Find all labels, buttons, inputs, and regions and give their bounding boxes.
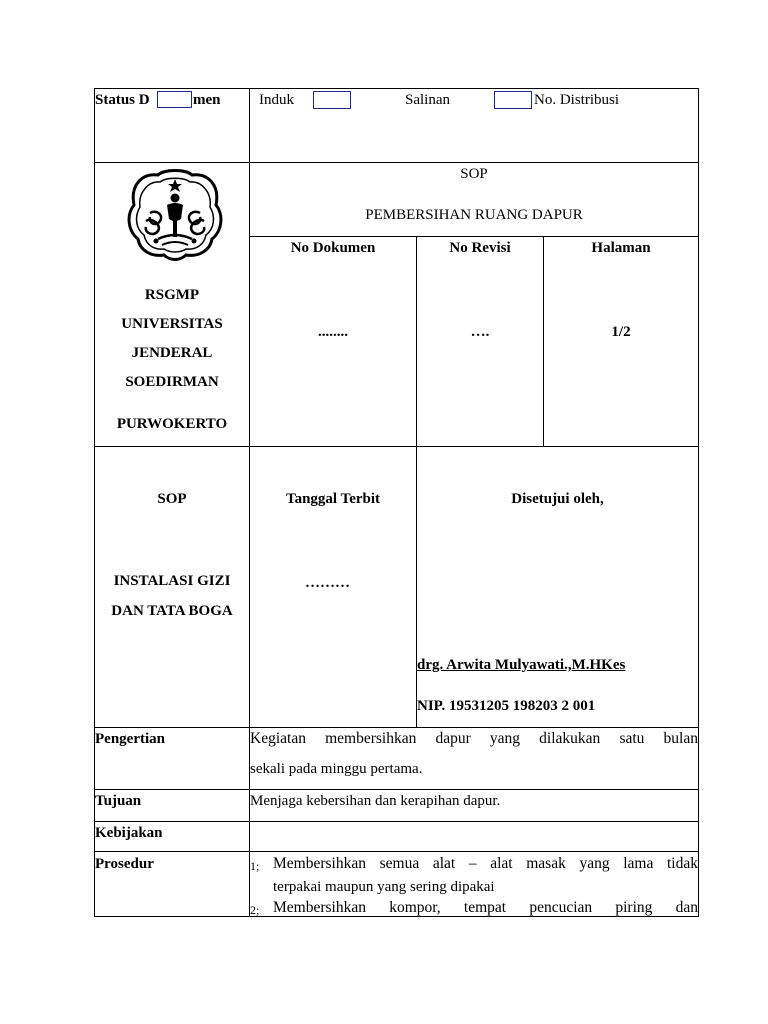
disetujui-oleh: Disetujui oleh, bbox=[511, 491, 604, 507]
halaman-value: 1/2 bbox=[611, 324, 631, 340]
org-line-4: SOEDIRMAN bbox=[125, 374, 219, 390]
university-logo-icon bbox=[120, 165, 230, 265]
salinan-label: Salinan bbox=[405, 92, 450, 108]
induk-checkbox[interactable] bbox=[313, 91, 351, 109]
prosedur-item-1-number: 1; bbox=[250, 859, 260, 873]
status-dokumen-label-end: men bbox=[193, 92, 221, 108]
kebijakan-label: Kebijakan bbox=[95, 825, 163, 841]
status-overlay-box bbox=[157, 91, 192, 108]
signer-nip: NIP. 19531205 198203 2 001 bbox=[417, 698, 596, 714]
prosedur-label: Prosedur bbox=[95, 856, 154, 872]
prosedur-item-1-line-1: Membersihkan semua alat – alat masak yang lama tidak bbox=[273, 855, 698, 872]
org-line-5: PURWOKERTO bbox=[116, 416, 228, 432]
tujuan-text: Menjaga kebersihan dan kerapihan dapur. bbox=[250, 793, 501, 809]
org-line-3: JENDERAL bbox=[131, 345, 213, 361]
halaman-label: Halaman bbox=[591, 240, 651, 256]
pengertian-line-1: Kegiatan membersihkan dapur yang dilakukan satu bulan bbox=[250, 730, 698, 747]
unit-line-2: DAN TATA BOGA bbox=[111, 603, 233, 619]
prosedur-item-1-line-2: terpakai maupun yang sering dipakai bbox=[273, 879, 495, 895]
org-line-1: RSGMP bbox=[144, 287, 200, 303]
tanggal-terbit-value: ……… bbox=[305, 575, 350, 591]
signer-name: drg. Arwita Mulyawati.,M.HKes bbox=[417, 657, 626, 673]
prosedur-item-2-number: 2; bbox=[250, 903, 260, 917]
approval-sop: SOP bbox=[157, 491, 187, 507]
no-dokumen-label: No Dokumen bbox=[290, 240, 376, 256]
pengertian-line-2: sekali pada minggu pertama. bbox=[250, 761, 423, 777]
org-line-2: UNIVERSITAS bbox=[121, 316, 223, 332]
tujuan-label: Tujuan bbox=[95, 793, 142, 809]
tanggal-terbit-label: Tanggal Terbit bbox=[285, 491, 381, 507]
pengertian-label: Pengertian bbox=[95, 731, 165, 747]
header-title: PEMBERSIHAN RUANG DAPUR bbox=[365, 207, 583, 223]
no-revisi-label: No Revisi bbox=[449, 240, 511, 256]
no-distribusi-label: No. Distribusi bbox=[534, 92, 620, 108]
no-revisi-value: …. bbox=[470, 324, 490, 340]
unit-line-1: INSTALASI GIZI bbox=[113, 573, 231, 589]
salinan-checkbox[interactable] bbox=[494, 91, 532, 109]
no-dokumen-value: ........ bbox=[318, 324, 348, 340]
induk-label: Induk bbox=[259, 92, 294, 108]
status-dokumen-label: Status D bbox=[95, 92, 150, 108]
header-sop: SOP bbox=[460, 166, 488, 182]
prosedur-item-2-line-1: Membersihkan kompor, tempat pencucian piring dan bbox=[273, 899, 698, 916]
